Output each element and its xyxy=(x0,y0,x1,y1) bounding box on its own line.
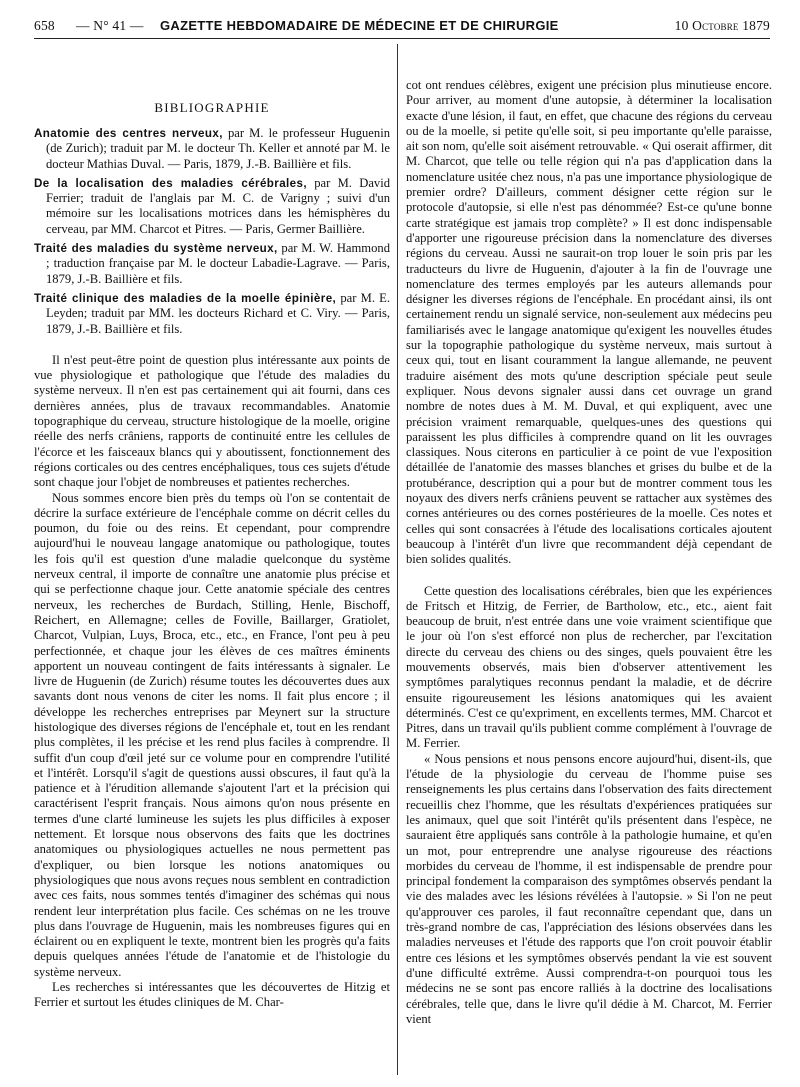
reference-entry xyxy=(34,126,390,172)
reference-entry xyxy=(34,241,390,287)
body-paragraph: cot ont rendues célèbres, exigent une précision plus minutieuse encore. Pour arriver, au moment d'une autopsie, à déterminer la localisation exacte d'une lésion, il faut, en effet, que chacune des régions du cerveau ou de la moelle, si petite qu'elle soit, si peu importante qu'elle paraisse, ait son nom, qu'elle soit aisément retrouvable. « Qui oserait affirmer, dit M. Charcot, que telle ou telle région qui n'a pas d'application dans la nomenclature usitée chez nous, n'a pas une importance physiologique de premier ordre? D'ailleurs, comment désigner cette région sur le protocole d'autopsie, si elle n'est pas dénommée? Est-ce qu'une bonne carte stratégique est jamais trop complète? » Il est donc indispensable d'apporter une rigoureuse précision dans la nomenclature des diverses régions du cerveau. Aussi ne saurait-on trop louer le soin pris par les traducteurs du livre de Huguenin, d'ajouter à la fin de l'ouvrage une nomenclature des termes employés par les auteurs allemands pour désigner les diverses régions de l'encéphale. En procédant ainsi, ils ont certainement rendu un signalé service, non-seulement aux médecins peu familiarisés avec le langage anatomique qu'exigent les nouvelles études sur la topographie pathologique du système nerveux, mais surtout à ceux qui, tout en lisant couramment la langue allemande, ne peuvent traduire aisément des mots qu'une description spéciale peut seule expliquer. Nous devons signaler aussi dans cet ouvrage un grand nombre de notes dues à M. M. Duval, et qui expliquent, avec une précision vraiment remarquable, quelques-unes des questions qui paraissent les plus difficiles à comprendre quand on lit les ouvrages classiques. Nous citerons en particulier à ce point de vue l'exposition détaillée de l'anatomie des masses blanches et grises du bulbe et de la protubérance, description qui a pour but de montrer comment tous les noyaux des divers nerfs crâniens peuvent se rattacher aux systèmes des cornes antérieures ou des cornes postérieures de la moelle. Ces notes et celles qui sont consacrées à l'étude des localisations corticales ajoutent beaucoup à l'intérêt d'un livre que recommandent déjà cependant de bien solides qualités. xyxy=(406,78,772,567)
reference-details: par M. le professeur Huguenin (de Zurich); traduit par M. le docteur Th. Keller et annoté par M. le docteur Mathias Duval. — Paris, 1879, J.-B. Baillière et fils. xyxy=(46,126,390,171)
reference-entry xyxy=(34,291,390,337)
body-paragraph: Cette question des localisations cérébrales, bien que les expériences de Fritsch et Hitzig, de Ferrier, de Bartholow, etc., etc., aient fait beaucoup de bruit, n'est entrée dans une voie vraiment scientifique que le jour où l'on s'est efforcé non plus de rechercher, par l'excitation directe du cerveau des chiens ou des singes, quels pouvaient être les mouvements observés, mais bien d'observer attentivement les symptômes paralytiques reconnus pendant la maladie, et de décrire ensuite rigoureusement les lésions anatomiques qui les avaient déterminés. C'est ce qu'expriment, en excellents termes, MM. Charcot et Pitres, dans un travail qu'ils publient comme complément à l'ouvrage de M. Ferrier. xyxy=(406,583,772,751)
right-column xyxy=(406,78,772,1077)
issue-date: 10 Octobre 1879 xyxy=(674,18,770,33)
reference-details: par M. W. Hammond ; traduction française par M. le docteur Labadie-Lagrave. — Paris, 1879, J.-B. Baillière et fils. xyxy=(46,241,390,286)
column-divider xyxy=(397,44,398,1075)
reference-title: De la localisation des maladies cérébrales, xyxy=(34,176,307,190)
issue-number: — N° 41 — xyxy=(76,18,144,33)
reference-title: Traité clinique des maladies de la moelle épinière, xyxy=(34,291,337,305)
reference-details: par M. David Ferrier; traduit de l'anglais par M. C. de Varigny ; suivi d'un mémoire sur les localisations motrices dans les hémisphères du cerveau, par MM. Charcot et Pitres. — Paris, Germer Baillière. xyxy=(46,175,390,236)
reference-title: Traité des maladies du système nerveux, xyxy=(34,242,278,256)
reference-title: Anatomie des centres nerveux, xyxy=(34,127,223,140)
journal-title: GAZETTE HEBDOMADAIRE DE MÉDECINE ET DE CHIRURGIE xyxy=(160,18,559,33)
page-number: 658 xyxy=(34,18,55,33)
page-header xyxy=(34,14,770,38)
body-paragraph: Il n'est peut-être point de question plus intéressante aux points de vue physiologique et pathologique que l'étude des maladies du système nerveux. Il n'en est pas certainement qui ait fourni, dans ces dernières années, plus de travaux recommandables. Anatomie topographique du cerveau, structure histologique de la moelle, origine réelle des nerfs crâniens, rapports de continuité entre les cellules de l'écorce et les faisceaux blancs qui y aboutissent, fonctionnement des régions corticales ou des centres encéphaliques, tous ces sujets d'étude sont chaque jour l'objet de nombreuses et patientes recherches. xyxy=(34,352,390,490)
left-column xyxy=(34,104,390,1077)
body-paragraph: Nous sommes encore bien près du temps où l'on se contentait de décrire la surface extérieure de l'encéphale comme on décrit celles du poumon, du foie ou des reins. Et cependant, pour comprendre aujourd'hui le nouveau langage anatomique ou pathologique, toutes les fois qu'il est question d'une maladie quelconque du système nerveux central, il importe de connaître une anatomie plus précise et qui se perfectionne chaque jour. Cette anatomie spéciale des centres nerveux, les recherches de Burdach, Stilling, Henle, Bischoff, Reichert, en Allemagne; celles de Foville, Baillarger, Gratiolet, Charcot, Vulpian, Luys, Broca, etc., etc., en France, l'ont peu à peu perfectionnée, et chaque jour les élèves de ces maîtres éminents apportent un nouveau contingent de faits intéressants à signaler. Le livre de Huguenin (de Zurich) résume toutes les découvertes dues aux savants dont nous venons de citer les noms. Il fait plus encore ; il développe les recherches entreprises par Meynert sur la structure histologique des diverses régions de l'encéphale et, tout en les rendant plus complètes, il les précise et les rend plus faciles à comprendre. Il suffit d'un coup d'œil jeté sur ce volume pour en comprendre l'utilité et l'intérêt. Lorsqu'il s'agit de questions aussi obscures, il faut qu'à la patience et à l'érudition allemande s'ajoutent l'art et la précision qui caractérisent l'esprit français. Nous aimons qu'on nous présente en termes d'une clarté lumineuse les sujets les plus difficiles à exposer nettement. Et lorsque nous observons des faits que les doctrines anatomiques ou physiologiques actuelles ne nous permettent pas d'expliquer, ou bien lorsque les notions anatomiques ou physiologiques que nous avons reçues nous semblent en contradiction avec ces faits, nous sommes tentés d'imaginer des schémas qui nous rendent leur interprétation plus facile. Ces schémas on ne les trouve plus dans l'ouvrage de Huguenin, mais les nombreuses figures qui en éclairent ou en expliquent le texte, montrent bien les progrès qu'a faits depuis quelques années l'étude de l'anatomie et de l'histologie du système nerveux. xyxy=(34,490,390,979)
body-paragraph: Les recherches si intéressantes que les découvertes de Hitzig et Ferrier et surtout les études cliniques de M. Char- xyxy=(34,980,390,1010)
reference-details: par M. E. Leyden; traduit par MM. les docteurs Richard et C. Viry. — Paris, 1879, J.-B. Baillière et fils. xyxy=(46,290,390,336)
reference-entry xyxy=(34,176,390,237)
body-paragraph: « Nous pensions et nous pensons encore aujourd'hui, disent-ils, que l'étude de la physiologie du cerveau de l'homme puise ses renseignements les plus certains dans l'observation des faits directement recueillis chez l'homme, que les résultats d'expériences pratiquées sur les animaux, quel que soit l'intérêt qu'ils présentent dans l'espèce, ne sauraient être appliqués sans contrôle à la pathologie humaine, et qu'en un mot, pour entreprendre une analyse rigoureuse des réactions morbides du cerveau de l'homme, il est indispensable de prendre pour principal fondement la comparaison des symptômes observés pendant la vie des malades avec les lésions révélées à l'autopsie. » Si l'on ne peut qu'approuver ces paroles, il faut reconnaître cependant que, dans un très-grand nombre de cas, l'appréciation des lésions observées dans les maladies nerveuses et l'étude des rapports que l'on croit pouvoir établir entre ces lésions et les symptômes observés pendant la vie est souvent d'une difficulté extrême. Aussi comprendra-t-on pourquoi tous les médecins ne se sont pas encore ralliés à la doctrine des localisations cérébrales, telle que, dans le livre qu'il dédie à M. Charcot, M. Ferrier vient xyxy=(406,751,772,1026)
section-title: BIBLIOGRAPHIE xyxy=(154,100,270,115)
header-rule xyxy=(34,38,770,39)
